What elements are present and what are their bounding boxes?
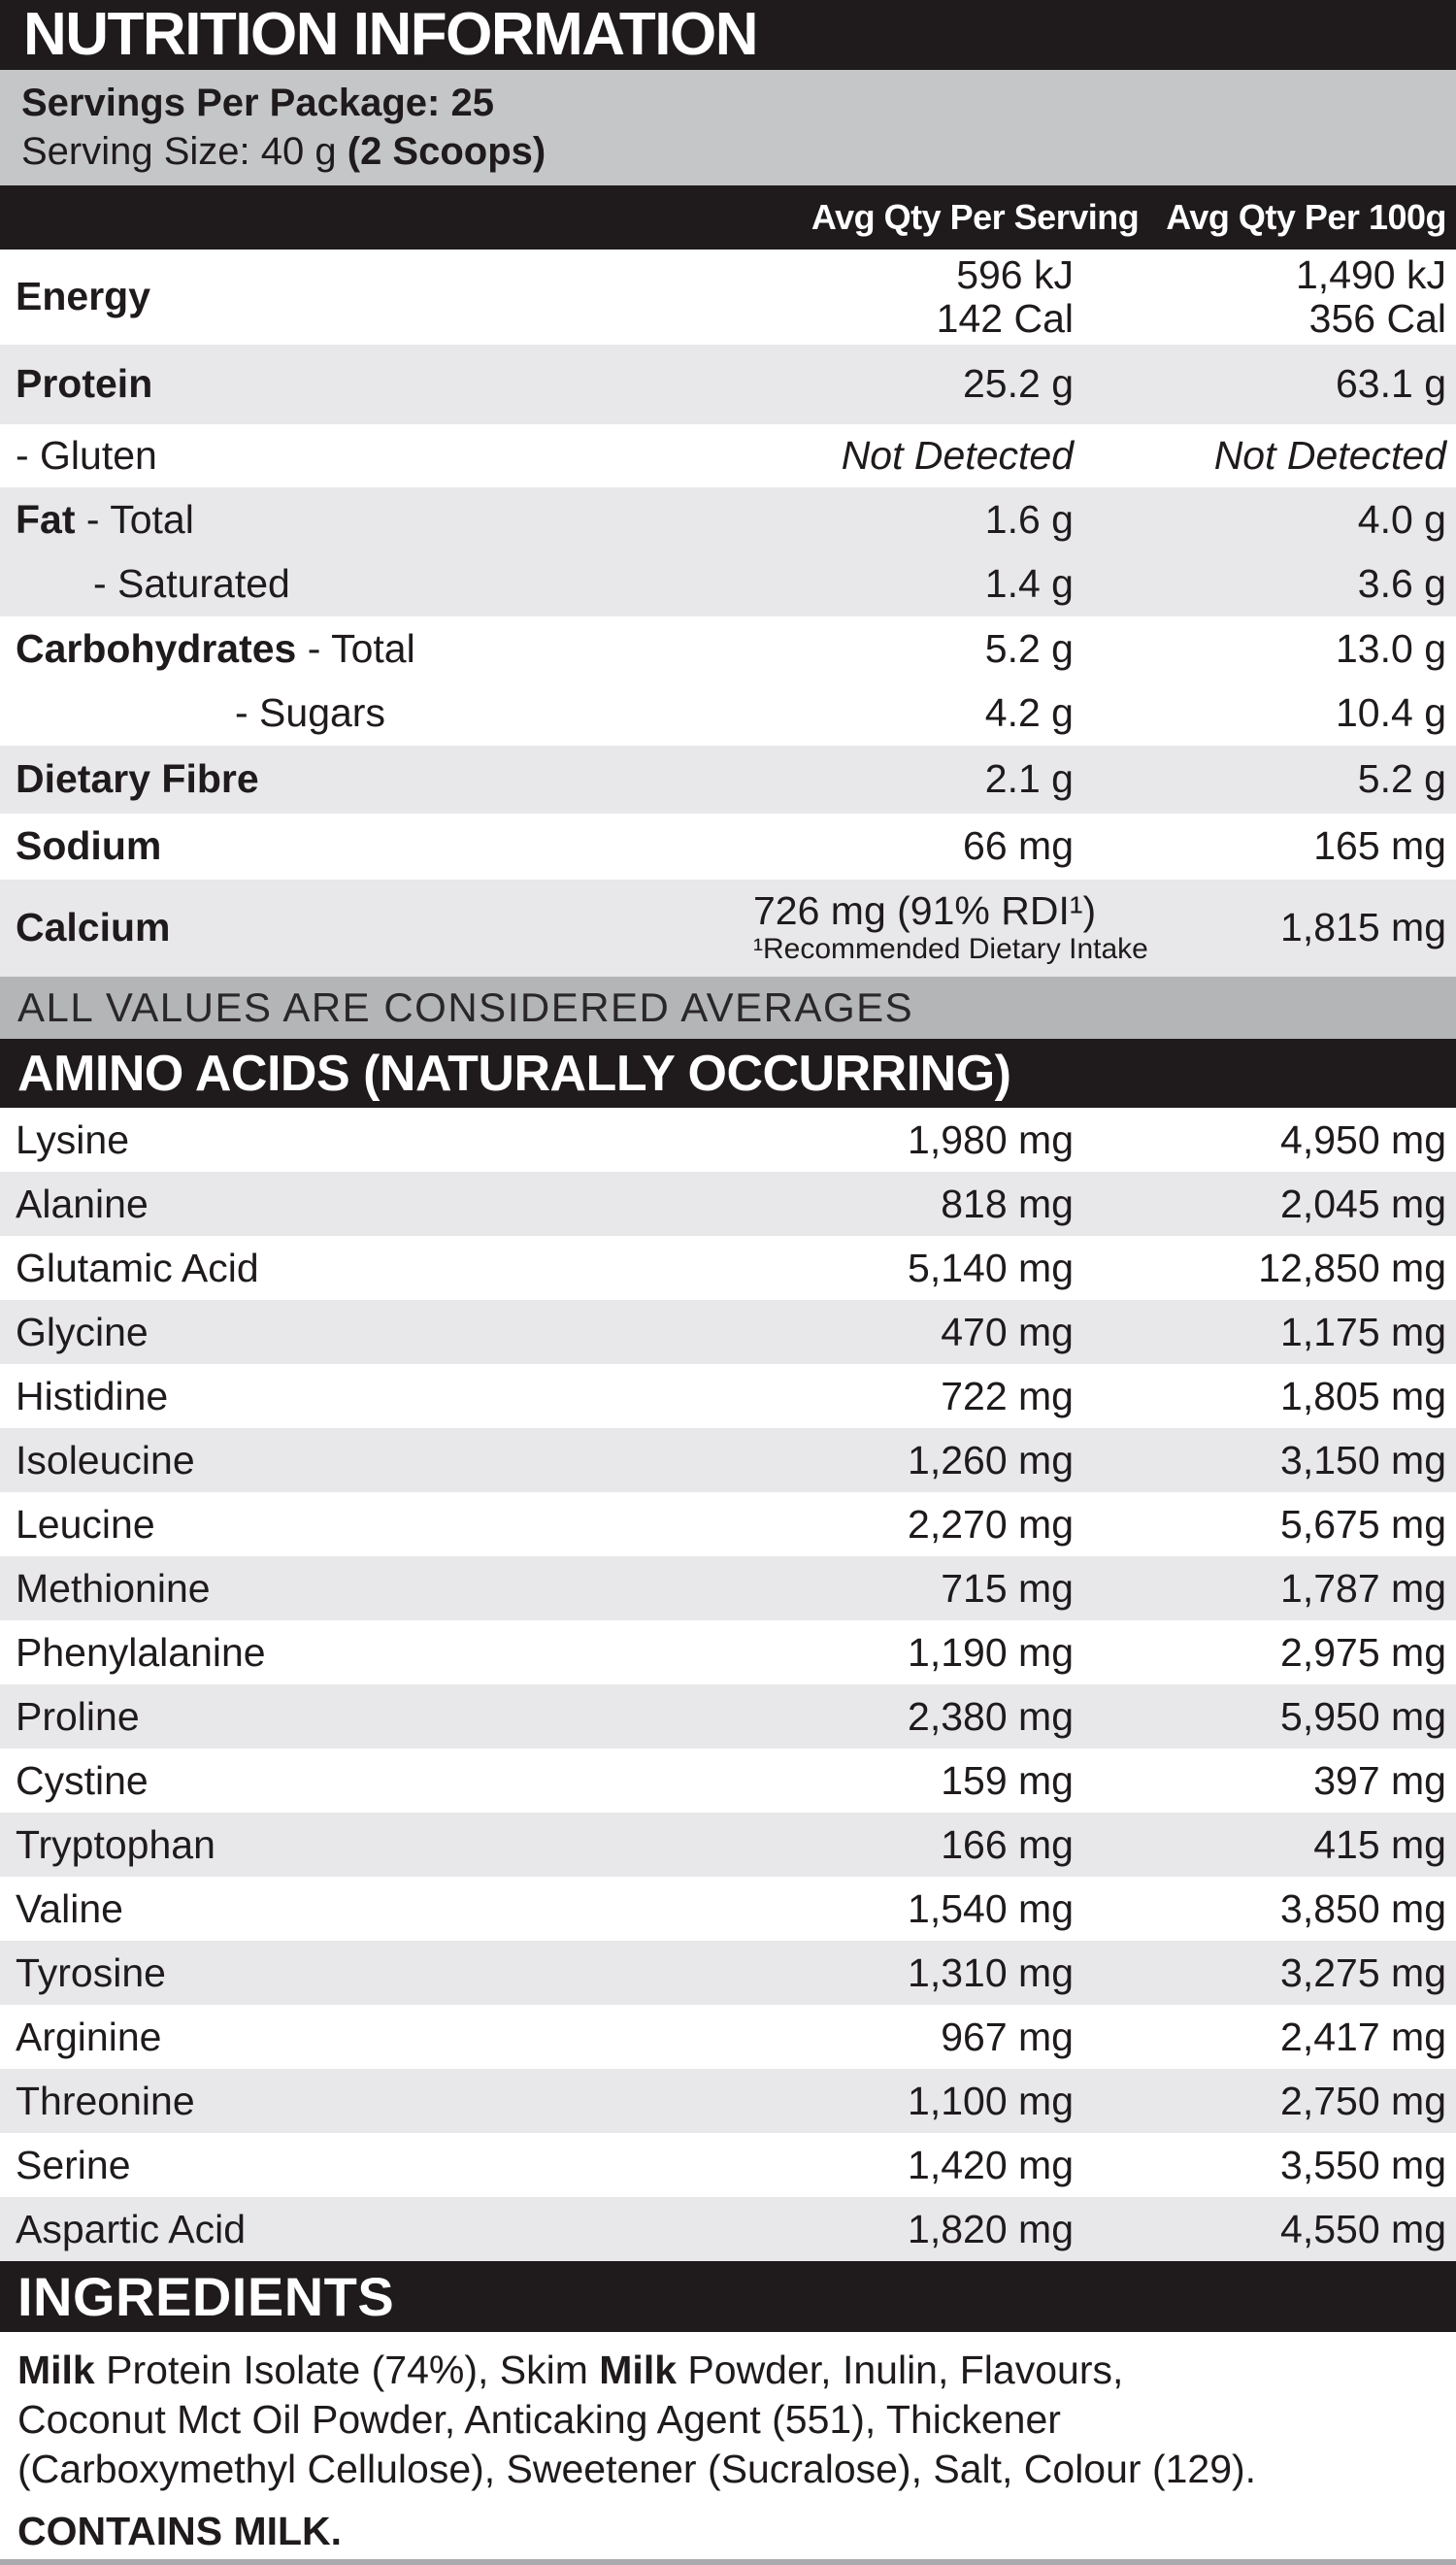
nutrient-label: Sodium <box>16 823 162 869</box>
amino-row-arginine <box>0 2005 1456 2069</box>
nutrient-label: Protein <box>16 361 153 407</box>
nutrient-table <box>0 250 1456 977</box>
row-fibre <box>0 746 1456 814</box>
value-per-100g: 1,175 mg <box>1280 1309 1446 1354</box>
amino-name: Methionine <box>16 1565 211 1611</box>
amino-acids-header: AMINO ACIDS (NATURALLY OCCURRING) <box>17 1045 1011 1102</box>
amino-row-proline <box>0 1684 1456 1749</box>
value-per-100g: 3,850 mg <box>1280 1885 1446 1931</box>
amino-name: Cystine <box>16 1757 149 1803</box>
row-fat <box>0 487 1456 552</box>
value-per-100g: 12,850 mg <box>1258 1245 1446 1290</box>
value-per-serving: 1,190 mg <box>908 1629 1074 1675</box>
nutrient-label: - Sugars <box>235 690 385 736</box>
contains-statement: CONTAINS MILK. <box>17 2509 343 2554</box>
value-per-100g: 1,490 kJ 356 Cal <box>1296 251 1446 341</box>
value-per-100g: 2,750 mg <box>1280 2078 1446 2123</box>
amino-name: Tryptophan <box>16 1821 215 1867</box>
averages-note-band <box>0 977 1456 1039</box>
amino-acids-table <box>0 1108 1456 2261</box>
value-per-100g: 2,975 mg <box>1280 1629 1446 1675</box>
value-per-100g: 4,550 mg <box>1280 2206 1446 2251</box>
amino-row-aspartic-acid <box>0 2197 1456 2261</box>
row-sugars <box>0 682 1456 746</box>
page-title: NUTRITION INFORMATION <box>23 0 758 68</box>
value-per-serving: 1.6 g <box>984 496 1074 542</box>
column-header-per-100g: Avg Qty Per 100g <box>1166 197 1446 238</box>
row-saturated <box>0 552 1456 616</box>
value-per-100g: 3,275 mg <box>1280 1949 1446 1995</box>
amino-name: Glycine <box>16 1309 149 1354</box>
nutrient-label: Dietary Fibre <box>16 756 259 802</box>
value-per-100g: 1,787 mg <box>1280 1565 1446 1611</box>
value-per-serving: 2,270 mg <box>908 1501 1074 1547</box>
value-per-serving: 1,260 mg <box>908 1437 1074 1482</box>
value-per-serving: 2,380 mg <box>908 1693 1074 1739</box>
amino-row-glutamic-acid <box>0 1236 1456 1300</box>
amino-name: Isoleucine <box>16 1437 195 1482</box>
amino-name: Glutamic Acid <box>16 1245 259 1290</box>
value-per-100g: 5,950 mg <box>1280 1693 1446 1739</box>
value-per-100g: 10.4 g <box>1336 690 1446 736</box>
amino-row-tryptophan <box>0 1813 1456 1877</box>
amino-name: Serine <box>16 2142 131 2187</box>
value-per-serving: 1,980 mg <box>908 1116 1074 1162</box>
amino-name: Aspartic Acid <box>16 2206 246 2251</box>
value-per-serving: 1,820 mg <box>908 2206 1074 2251</box>
servings-per-package: Servings Per Package: 25 <box>21 82 494 125</box>
amino-row-phenylalanine <box>0 1620 1456 1684</box>
row-gluten <box>0 424 1456 487</box>
bottom-rule <box>0 2559 1456 2565</box>
value-per-100g: 2,417 mg <box>1280 2014 1446 2059</box>
value-per-serving: 722 mg <box>941 1373 1074 1418</box>
ingredients-header: INGREDIENTS <box>17 2266 395 2328</box>
nutrient-label: Calcium <box>16 905 171 950</box>
amino-name: Valine <box>16 1885 123 1931</box>
value-per-serving: 715 mg <box>941 1565 1074 1611</box>
amino-row-lysine <box>0 1108 1456 1172</box>
value-per-100g: 3,550 mg <box>1280 2142 1446 2187</box>
value-per-serving: 967 mg <box>941 2014 1074 2059</box>
value-per-serving: 818 mg <box>941 1181 1074 1226</box>
serving-size-text: Serving Size: 40 g <box>21 130 347 174</box>
amino-row-histidine <box>0 1364 1456 1428</box>
value-per-100g: 4.0 g <box>1357 496 1446 542</box>
value-per-serving: 25.2 g <box>963 361 1074 407</box>
row-carbs <box>0 616 1456 682</box>
title-band <box>0 0 1456 70</box>
amino-name: Tyrosine <box>16 1949 166 1995</box>
value-per-serving: 66 mg <box>963 823 1074 869</box>
column-header-per-serving: Avg Qty Per Serving <box>811 197 1140 238</box>
value-per-100g: 3.6 g <box>1357 561 1446 607</box>
value-per-serving: 470 mg <box>941 1309 1074 1354</box>
averages-note: ALL VALUES ARE CONSIDERED AVERAGES <box>17 983 914 1030</box>
servings-band <box>0 70 1456 186</box>
value-per-serving: Not Detected <box>841 432 1074 478</box>
ingredients-line: Milk Protein Isolate (74%), Skim Milk Powder, Inulin, Flavours, <box>17 2348 1124 2393</box>
value-per-serving: 1,540 mg <box>908 1885 1074 1931</box>
value-per-serving: 1,310 mg <box>908 1949 1074 1995</box>
value-per-100g: 5,675 mg <box>1280 1501 1446 1547</box>
amino-row-methionine <box>0 1556 1456 1620</box>
amino-name: Lysine <box>16 1116 129 1162</box>
value-per-serving: 5,140 mg <box>908 1245 1074 1290</box>
amino-name: Arginine <box>16 2014 162 2059</box>
ingredients-header-band <box>0 2261 1456 2332</box>
value-per-100g: 63.1 g <box>1336 361 1446 407</box>
value-per-100g: 3,150 mg <box>1280 1437 1446 1482</box>
amino-row-valine <box>0 1877 1456 1941</box>
amino-name: Proline <box>16 1693 140 1739</box>
value-per-100g: 13.0 g <box>1336 625 1446 671</box>
value-per-serving: 166 mg <box>941 1821 1074 1867</box>
amino-name: Histidine <box>16 1373 169 1418</box>
value-per-serving: 4.2 g <box>984 690 1074 736</box>
amino-name: Threonine <box>16 2078 195 2123</box>
value-per-100g: 415 mg <box>1313 1821 1446 1867</box>
amino-row-serine <box>0 2133 1456 2197</box>
nutrient-label: - Saturated <box>93 561 290 607</box>
row-protein <box>0 345 1456 424</box>
value-per-100g: 165 mg <box>1313 823 1446 869</box>
amino-row-isoleucine <box>0 1428 1456 1492</box>
value-per-serving: 5.2 g <box>984 625 1074 671</box>
amino-name: Leucine <box>16 1501 155 1547</box>
amino-row-glycine <box>0 1300 1456 1364</box>
amino-row-leucine <box>0 1492 1456 1556</box>
amino-name: Phenylalanine <box>16 1629 266 1675</box>
value-per-100g: 4,950 mg <box>1280 1116 1446 1162</box>
value-per-100g: 1,815 mg <box>1280 905 1446 950</box>
amino-row-alanine <box>0 1172 1456 1236</box>
serving-size <box>21 127 1456 176</box>
row-sodium <box>0 814 1456 880</box>
value-per-serving: 726 mg (91% RDI¹) ¹Recommended Dietary Intake <box>753 888 1148 966</box>
amino-row-cystine <box>0 1749 1456 1813</box>
value-per-serving: 596 kJ 142 Cal <box>936 251 1074 341</box>
value-per-serving: 2.1 g <box>984 756 1074 802</box>
nutrient-label: Energy <box>16 274 150 319</box>
nutrient-label: Carbohydrates - Total <box>16 625 415 671</box>
value-per-serving: 1,100 mg <box>908 2078 1074 2123</box>
nutrient-label: - Gluten <box>16 432 157 478</box>
row-energy <box>0 250 1456 345</box>
value-per-100g: 1,805 mg <box>1280 1373 1446 1418</box>
row-calcium <box>0 880 1456 977</box>
value-per-100g: 397 mg <box>1313 1757 1446 1803</box>
amino-row-tyrosine <box>0 1941 1456 2005</box>
value-per-serving: 1,420 mg <box>908 2142 1074 2187</box>
nutrient-label: Fat - Total <box>16 496 194 542</box>
ingredients-line: Coconut Mct Oil Powder, Anticaking Agent (551), Thickener <box>17 2397 1061 2443</box>
amino-row-threonine <box>0 2069 1456 2133</box>
amino-acids-header-band <box>0 1039 1456 1109</box>
value-per-100g: 2,045 mg <box>1280 1181 1446 1226</box>
serving-size-scoops: (2 Scoops) <box>347 130 546 174</box>
value-per-100g: Not Detected <box>1213 432 1446 478</box>
value-per-100g: 5.2 g <box>1357 756 1446 802</box>
amino-name: Alanine <box>16 1181 149 1226</box>
value-per-serving: 159 mg <box>941 1757 1074 1803</box>
value-per-serving: 1.4 g <box>984 561 1074 607</box>
ingredients-line: (Carboxymethyl Cellulose), Sweetener (Sucralose), Salt, Colour (129). <box>17 2447 1257 2492</box>
ingredients-paragraph <box>0 2332 1456 2494</box>
column-header-band <box>0 185 1456 250</box>
